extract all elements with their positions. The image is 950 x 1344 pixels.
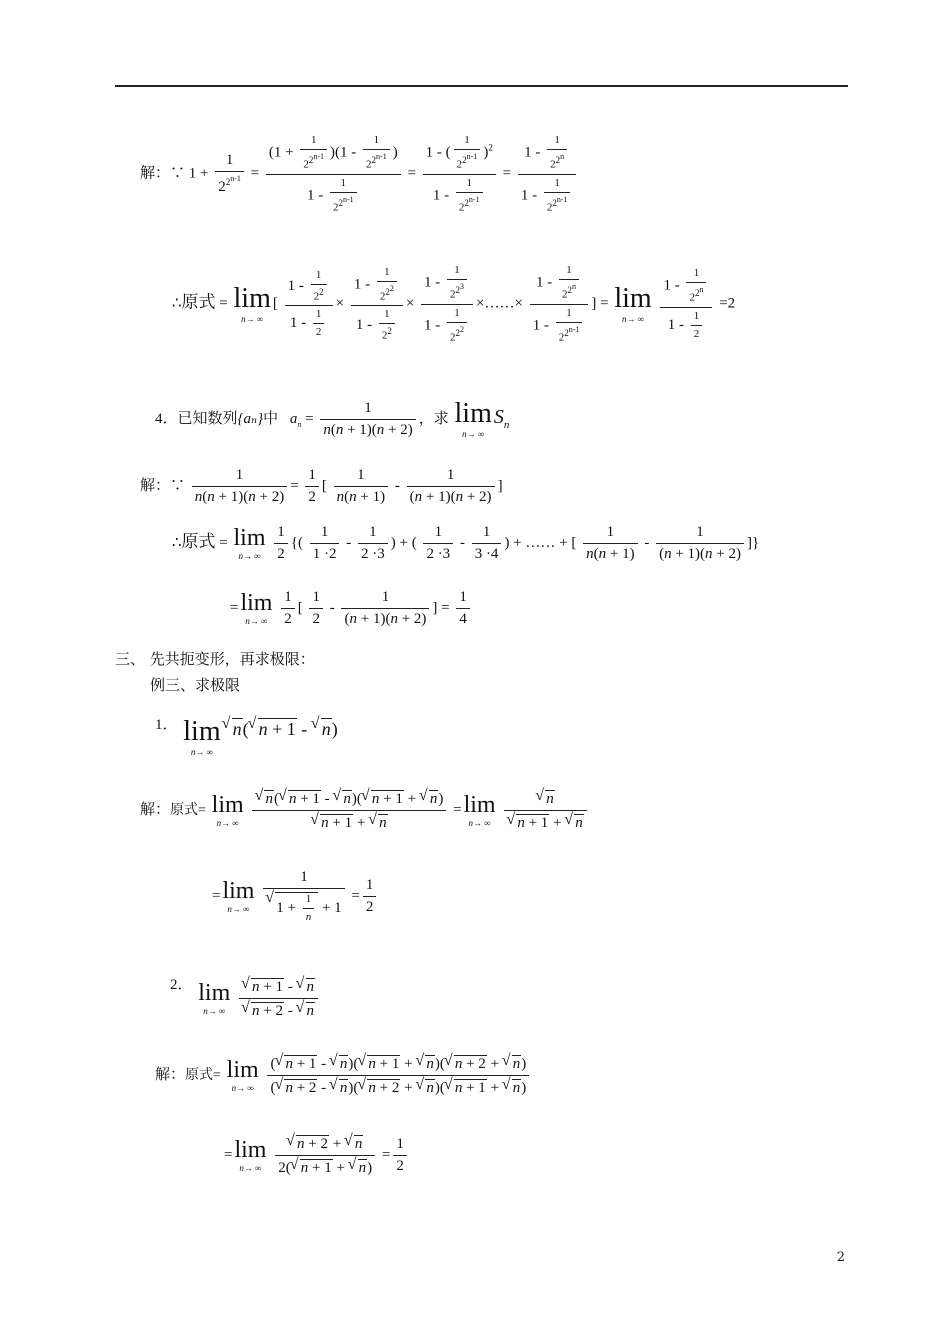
result-half: $\frac{1}{2}$ bbox=[363, 878, 377, 915]
result-half: $\frac{1}{2}$ bbox=[393, 1137, 407, 1174]
item-1-label: 1． bbox=[155, 717, 178, 733]
therefore-symbol: ∴ bbox=[172, 295, 182, 312]
solution-label: 解： bbox=[140, 165, 171, 182]
example-3-title: 例三、求极限 bbox=[150, 676, 241, 694]
solution-label: 解： bbox=[155, 1066, 186, 1083]
solution-1-line-2: = lim n→ ∞ 1 √ 1 + $\frac{1}{n}$ + 1 = $\frac{1}{2}$ bbox=[212, 870, 379, 923]
limit-operator: lim n→ ∞ bbox=[183, 716, 221, 757]
problem-4: 4．已知数列{aₙ}中 $a_n$ = $\frac{1}{n(n + 1)(n + 2)}$ ，求 lim n→ ∞ $S_n$ bbox=[155, 398, 510, 439]
result-quarter: $\frac{1}{4}$ bbox=[456, 590, 470, 627]
equation-block-1: 解：∵ 1 + $\frac{1}{2^{2^{n-1}}}$ = (1 + $\frac{1}{2^{2^{n-1}}}$ )(1 - $\frac{1}{2^{2^{n-1}}}$ ) 1 - $\frac{1}{2^{2^{n-1}}}$ = 1 - ( $\frac{1}{2^{2^{n-1}}}$ )$^2$ 1 - $\frac{1}{2^{2^{n-1}}}$ = 1 - $\frac{1}{2^{2^n}}$ 1 - $\frac{1}{2^{2^{n-1}}}$ bbox=[140, 135, 579, 213]
equation-block-5: ∴原式 = lim n→ ∞ $\frac{1}{2}$ {( $\frac{1}{1 \cdot 2}$ - $\frac{1}{2 \cdot 3}$ ) + ( $\frac{1}{2 \cdot 3}$ - $\frac{1}{3 \cdot 4}$ ) + …… + [ $\frac{1}{n(n + 1)}$ - $\frac{1}{(n + 1)(n + 2)}$ ]} bbox=[172, 524, 760, 562]
problem-4-mid: 中 bbox=[263, 410, 279, 427]
equation-block-4: 解：∵ $\frac{1}{n(n + 1)(n + 2)}$ = $\frac{1}{2}$ [ $\frac{1}{n(n + 1)}$ - $\frac{1}{(n + 1)(n + 2)}$ ] bbox=[140, 467, 503, 505]
problem-4-text: 已知数列 bbox=[177, 410, 238, 427]
problem-4-after: ，求 bbox=[418, 410, 449, 427]
item-2: 2． lim n→ ∞ √ n + 1 - √ n √ n + 2 - √ n bbox=[170, 978, 321, 1019]
limit-operator: lim n→ ∞ bbox=[454, 398, 492, 439]
page-number: 2 bbox=[836, 1250, 845, 1265]
limit-operator: lim n→ ∞ bbox=[233, 525, 266, 561]
section-3-heading: 三、 先共扼变形，再求极限： bbox=[115, 650, 315, 668]
header-rule bbox=[115, 85, 848, 87]
limit-operator: lim n→ ∞ bbox=[463, 792, 496, 828]
item-2-label: 2． bbox=[170, 977, 193, 993]
because-symbol: ∵ bbox=[170, 165, 186, 182]
limit-operator: lim n→ ∞ bbox=[234, 1137, 267, 1173]
limit-operator: lim n→ ∞ bbox=[240, 590, 273, 626]
solution-2-line-1: 解：原式= lim n→ ∞ $\frac{(√ n + 1 - √ n)(√ n + 1 + √ n)(√ n + 2 + √ n)}{(√ n + 2 - √ n)(√ n + 2 + √ n)(√ n + 1 + √ n)}$ bbox=[155, 1055, 532, 1096]
limit-operator: lim n→ ∞ bbox=[614, 282, 652, 324]
equation-block-6: = lim n→ ∞ $\frac{1}{2}$ [ $\frac{1}{2}$ - $\frac{1}{(n + 1)(n + 2)}$ ] = $\frac{1}{4}$ bbox=[230, 590, 473, 627]
result-2: 2 bbox=[727, 295, 736, 312]
equation-block-2: ∴原式 = lim n→ ∞ [ 1 - $\frac{1}{2^2}$ 1 - $\frac{1}{2}$ × 1 - $\frac{1}{2^{2^2}}$ 1 - $\frac{1}{2^2}$ × 1 - $\frac{1}{2^{2^3}}$ 1 - $\frac{1}{2^{2^2}}$ ×……× 1 - $\frac{1}{2^{2^n}}$ 1 - $\frac{1}{2^{2^{n-1}}}$ ] = lim n→ ∞ 1 - $\frac{1}{2^{2^n}}$ 1 - $\frac{1}{2}$ =2 bbox=[172, 264, 736, 344]
limit-operator: lim n→ ∞ bbox=[222, 878, 255, 914]
original-expr-label: 原式 bbox=[181, 292, 216, 312]
limit-operator: lim n→ ∞ bbox=[226, 1057, 259, 1093]
limit-operator: lim n→ ∞ bbox=[233, 282, 271, 324]
limit-operator: lim n→ ∞ bbox=[198, 980, 231, 1016]
item-1: 1． lim n→ ∞ √ n(√ n + 1 - √ n) bbox=[155, 718, 338, 757]
original-expr-label: 原式= bbox=[170, 802, 206, 818]
sequence-symbol: {aₙ} bbox=[237, 410, 264, 427]
original-expr-label: 原式= bbox=[185, 1067, 221, 1083]
original-expr-label: 原式 bbox=[181, 531, 216, 551]
therefore-symbol: ∴ bbox=[172, 534, 182, 551]
problem-4-number: 4． bbox=[155, 410, 178, 427]
solution-2-line-2: = lim n→ ∞ √ $\frac{n + 2 + √ n}{2(√ n + 1 + √ n)}$ = $\frac{1}{2}$ bbox=[224, 1135, 410, 1176]
solution-1-line-1: 解：原式= lim n→ ∞ √ n(√ n + 1 - √ n)(√ n + 1 + √ n) √ n + 1 + √ n = lim n→ ∞ √ n √ n + 1 + √ n bbox=[140, 790, 590, 831]
solution-label: 解： bbox=[140, 801, 171, 818]
because-symbol: ∵ bbox=[170, 477, 186, 494]
solution-label: 解： bbox=[140, 477, 171, 494]
limit-operator: lim n→ ∞ bbox=[211, 792, 244, 828]
